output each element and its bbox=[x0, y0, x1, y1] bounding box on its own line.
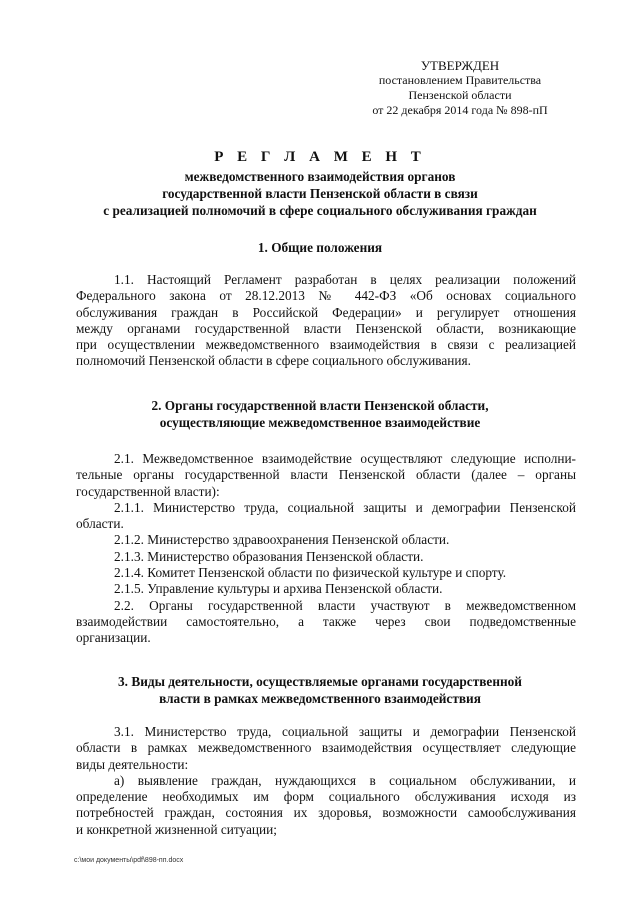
text-line: а) выявление граждан, нуждающихся в социальном обслуживании, и bbox=[114, 772, 576, 788]
document-title bbox=[60, 149, 580, 219]
approval-line-1: постановлением Правительства bbox=[378, 73, 542, 87]
section-2-heading bbox=[60, 397, 580, 431]
text-line: 2.1.1. Министерство труда, социальной защиты и демографии Пензенской bbox=[114, 499, 576, 515]
text-line: области в рамках межведомственного взаимодействия осуществляет следующие bbox=[76, 740, 576, 756]
paragraph-1-1 bbox=[76, 272, 576, 370]
text-line: виды деятельности: bbox=[76, 756, 189, 772]
text-line: потребностей граждан, состояния их здоровья, возможности самообслуживания bbox=[76, 805, 576, 821]
text-line: при осуществлении межведомственного взаимодействия в связи с реализацией bbox=[76, 337, 576, 353]
title-line-1: межведомственного взаимодействия органов bbox=[184, 169, 456, 184]
approval-line-2: Пензенской области bbox=[408, 88, 512, 102]
approval-heading: УТВЕРЖДЕН bbox=[420, 58, 500, 73]
section-2-heading-line-1: 2. Органы государственной власти Пензенской области, bbox=[151, 398, 489, 413]
text-line: 2.2. Органы государственной власти участвуют в межведомственном bbox=[114, 597, 576, 613]
section-3-heading-line-2: власти в рамках межведомственного взаимодействия bbox=[159, 691, 481, 706]
approval-stamp bbox=[360, 58, 560, 118]
section-1-heading: 1. Общие положения bbox=[257, 240, 383, 255]
text-line: между органами государственной власти Пензенской области, возникающие bbox=[76, 320, 576, 336]
text-line: государственной власти): bbox=[76, 483, 220, 499]
text-line: взаимодействии самостоятельно, а также через свои подведомственные bbox=[76, 613, 576, 629]
text-line: определение необходимых им форм социального обслуживания исходя из bbox=[76, 789, 576, 805]
approval-line-3: от 22 декабря 2014 года № 898-пП bbox=[372, 103, 548, 117]
text-line: обслуживания граждан в Российской Федерации» и регулирует отношения bbox=[76, 304, 576, 320]
text-line: 2.1.5. Управление культуры и архива Пензенской области. bbox=[114, 581, 443, 597]
title-main: Р Е Г Л А М Е Н Т bbox=[214, 149, 426, 165]
paragraph-3-1 bbox=[76, 724, 576, 838]
text-line: полномочий Пензенской области в сфере социального обслуживания. bbox=[76, 353, 471, 369]
section-2-heading-line-2: осуществляющие межведомственное взаимодействие bbox=[159, 415, 481, 430]
file-path-footer: c:\мои документы\pdf\898-пп.docx bbox=[74, 857, 184, 864]
section-3-heading bbox=[60, 673, 580, 707]
text-line: 2.1.4. Комитет Пензенской области по физической культуре и спорту. bbox=[114, 565, 507, 581]
text-line: тельные органы государственной власти Пензенской области (далее – органы bbox=[76, 467, 576, 483]
text-line: Федерального закона от 28.12.2013 № 442-ФЗ «Об основах социального bbox=[76, 288, 576, 304]
title-line-3: с реализацией полномочий в сфере социального обслуживания граждан bbox=[103, 203, 537, 218]
text-line: 2.1.3. Министерство образования Пензенской области. bbox=[114, 548, 424, 564]
section-3-heading-line-1: 3. Виды деятельности, осуществляемые органами государственной bbox=[118, 674, 522, 689]
title-line-2: государственной власти Пензенской области в связи bbox=[162, 186, 478, 201]
text-line: 3.1. Министерство труда, социальной защиты и демографии Пензенской bbox=[114, 724, 576, 739]
text-line: организации. bbox=[76, 630, 151, 646]
paragraph-2-1 bbox=[76, 451, 576, 647]
text-line: 2.1.2. Министерство здравоохранения Пензенской области. bbox=[114, 532, 450, 548]
text-line: области. bbox=[76, 516, 124, 532]
text-line: и конкретной жизненной ситуации; bbox=[76, 821, 277, 837]
text-line: 2.1. Межведомственное взаимодействие осуществляют следующие исполни- bbox=[114, 451, 576, 466]
text-line: 1.1. Настоящий Регламент разработан в целях реализации положений bbox=[114, 272, 576, 287]
